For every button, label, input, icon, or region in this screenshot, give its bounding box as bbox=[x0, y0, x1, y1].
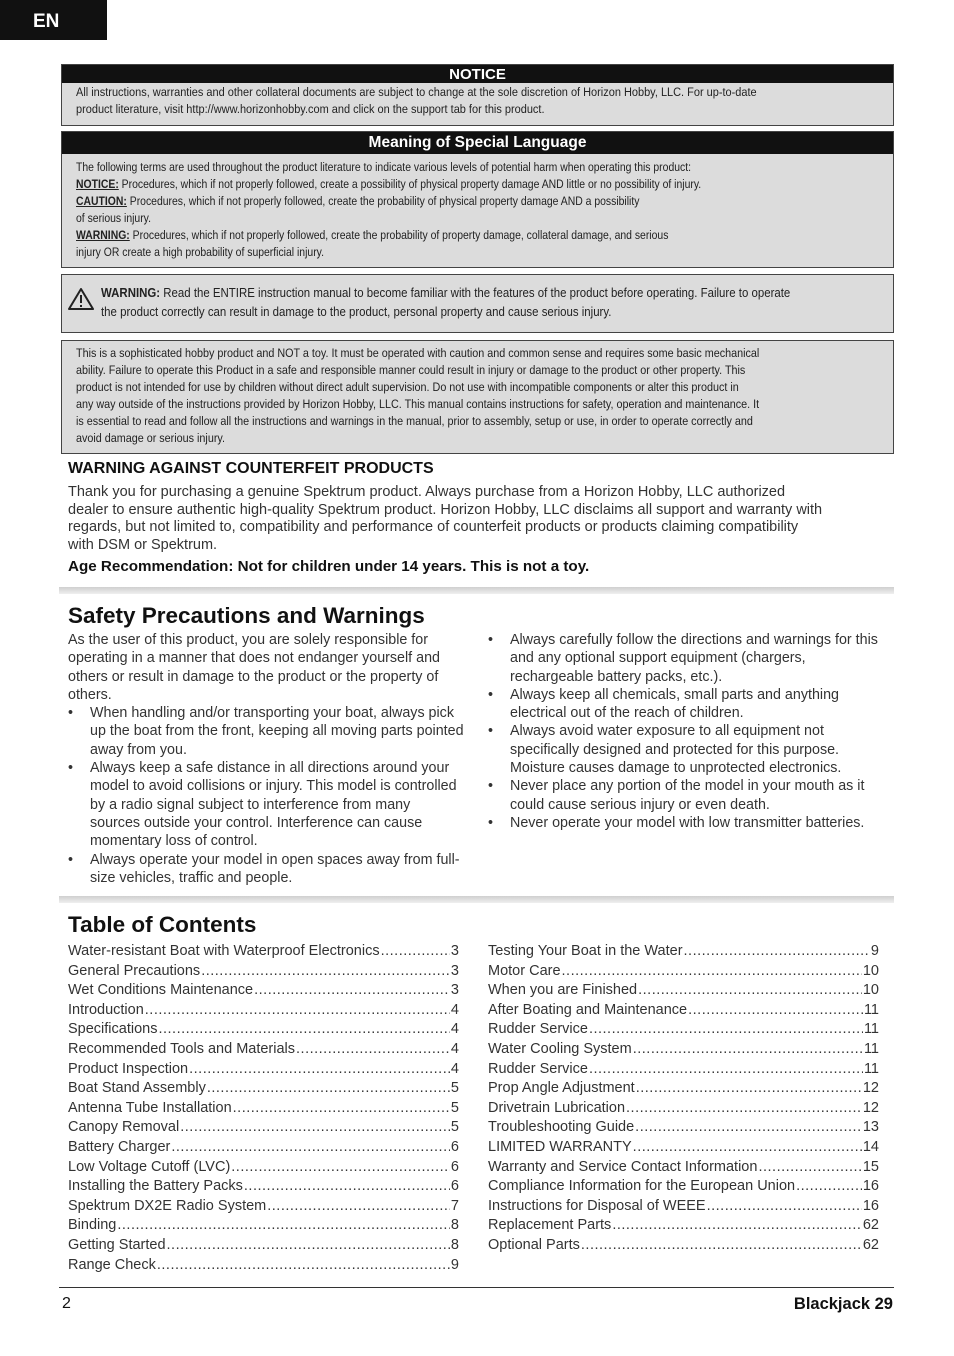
toc-right-column bbox=[488, 942, 879, 1256]
toc-entry-label: Canopy Removal bbox=[68, 1119, 180, 1136]
toc-entry-label: Replacement Parts bbox=[488, 1217, 612, 1234]
counterfeit-heading: WARNING AGAINST COUNTERFEIT PRODUCTS bbox=[68, 460, 434, 477]
toc-entry-page: 16 bbox=[862, 1197, 879, 1214]
toc-entry[interactable] bbox=[68, 1099, 459, 1119]
toc-leader-dots bbox=[254, 981, 450, 1001]
caution-term: CAUTION: bbox=[76, 194, 127, 208]
hobby-line: is essential to read and follow all the instructions and warnings in the manual, prior to assembly, setup or use, in order to operate correctly and bbox=[76, 414, 753, 428]
toc-entry-label: Specifications bbox=[68, 1021, 158, 1038]
toc-entry-page: 9 bbox=[450, 1256, 459, 1273]
toc-leader-dots bbox=[796, 1177, 862, 1197]
toc-entry-page: 11 bbox=[863, 1060, 879, 1077]
product-name: Blackjack 29 bbox=[793, 1295, 893, 1313]
special-language-title: Meaning of Special Language bbox=[62, 132, 893, 154]
toc-entry[interactable] bbox=[68, 1040, 459, 1060]
counterfeit-line: regards, but not limited to, compatibility and performance of counterfeit products or products claiming compatibility bbox=[68, 519, 799, 535]
toc-leader-dots bbox=[171, 1138, 450, 1158]
toc-leader-dots bbox=[233, 1099, 450, 1119]
warning-box bbox=[61, 274, 894, 333]
safety-title: Safety Precautions and Warnings bbox=[68, 603, 425, 628]
toc-entry[interactable] bbox=[488, 1001, 879, 1021]
toc-entry[interactable] bbox=[488, 1118, 879, 1138]
toc-leader-dots bbox=[684, 942, 870, 962]
toc-entry-label: Water-resistant Boat with Waterproof Electronics bbox=[68, 943, 380, 959]
caution-definition-cont: of serious injury. bbox=[76, 211, 152, 225]
toc-entry[interactable] bbox=[488, 1216, 879, 1236]
toc-entry-page: 8 bbox=[450, 1217, 459, 1234]
toc-entry-page: 4 bbox=[450, 1001, 459, 1018]
toc-entry[interactable] bbox=[68, 1158, 459, 1178]
toc-entry-label: Antenna Tube Installation bbox=[68, 1099, 232, 1116]
toc-entry-label: Troubleshooting Guide bbox=[488, 1119, 635, 1136]
section-divider bbox=[59, 896, 894, 903]
toc-leader-dots bbox=[638, 981, 862, 1001]
toc-entry[interactable] bbox=[488, 1099, 879, 1119]
toc-entry-label: After Boating and Maintenance bbox=[488, 1001, 688, 1018]
toc-entry-page: 3 bbox=[450, 962, 459, 979]
toc-entry[interactable] bbox=[488, 1020, 879, 1040]
toc-entry-page: 5 bbox=[450, 1080, 459, 1097]
toc-entry[interactable] bbox=[488, 1197, 879, 1217]
toc-entry-label: Wet Conditions Maintenance bbox=[68, 982, 254, 999]
toc-entry[interactable] bbox=[68, 1020, 459, 1040]
safety-left-column bbox=[68, 631, 464, 887]
toc-entry-page: 4 bbox=[450, 1040, 459, 1057]
safety-right-column bbox=[488, 631, 888, 832]
warning-box-text-1: Read the ENTIRE instruction manual to become familiar with the features of the product before operating. Failure to operate bbox=[160, 285, 791, 300]
toc-entry-label: Spektrum DX2E Radio System bbox=[68, 1197, 267, 1214]
warning-line-2: the product correctly can result in damage to the product, personal property and cause serious injury. bbox=[101, 304, 612, 319]
safety-bullet: • When handling and/or transporting your boat, always pick up the boat from the front, keeping all moving parts pointed away from you. bbox=[68, 704, 464, 759]
special-language-intro: The following terms are used throughout the product literature to indicate various levels of potential harm when operating this product: bbox=[76, 160, 692, 174]
toc-entry-label: Introduction bbox=[68, 1001, 144, 1018]
toc-entry[interactable] bbox=[68, 1060, 459, 1080]
page-number: 2 bbox=[62, 1295, 71, 1312]
toc-entry-page: 12 bbox=[862, 1099, 879, 1116]
toc-entry-label: Prop Angle Adjustment bbox=[488, 1080, 635, 1097]
toc-entry-label: Product Inspection bbox=[68, 1060, 189, 1077]
toc-leader-dots bbox=[201, 962, 450, 982]
toc-leader-dots bbox=[189, 1060, 450, 1080]
toc-leader-dots bbox=[688, 1001, 863, 1021]
safety-intro: As the user of this product, you are solely responsible for operating in a manner that does not endanger yourself and others or result in damage to the product or the property of others. bbox=[68, 632, 440, 703]
toc-leader-dots bbox=[589, 1020, 863, 1040]
toc-entry[interactable] bbox=[68, 1256, 459, 1276]
toc-entry-page: 13 bbox=[862, 1119, 879, 1136]
hobby-line: any way outside of the instructions provided by Horizon Hobby, LLC. This manual contains instructions for safety, operation and maintenance. It bbox=[76, 397, 760, 411]
toc-entry[interactable] bbox=[68, 1197, 459, 1217]
toc-entry-label: Rudder Service bbox=[488, 1021, 588, 1038]
toc-leader-dots bbox=[633, 1040, 863, 1060]
notice-definition-text: Procedures, which if not properly followed, create a possibility of physical property damage AND little or no possibility of injury. bbox=[118, 177, 702, 191]
toc-entry[interactable] bbox=[488, 1060, 879, 1080]
toc-leader-dots bbox=[267, 1197, 450, 1217]
notice-line-2: product literature, visit http://www.horizonhobby.com and click on the support tab for this product. bbox=[76, 102, 545, 116]
safety-bullet: • Always carefully follow the directions and warnings for this and any optional support equipment (chargers, rechargeable battery packs, etc.). bbox=[488, 631, 888, 686]
toc-entry-label: Rudder Service bbox=[488, 1060, 588, 1077]
toc-entry[interactable] bbox=[68, 1177, 459, 1197]
toc-entry-page: 11 bbox=[863, 1040, 879, 1057]
toc-entry-page: 9 bbox=[870, 943, 879, 959]
toc-entry-page: 62 bbox=[862, 1217, 879, 1234]
toc-entry-page: 4 bbox=[450, 1060, 459, 1077]
counterfeit-line: with DSM or Spektrum. bbox=[68, 536, 218, 553]
toc-entry-label: Binding bbox=[68, 1217, 117, 1234]
toc-entry-label: General Precautions bbox=[68, 962, 201, 979]
toc-entry[interactable] bbox=[488, 962, 879, 982]
safety-right-list bbox=[488, 631, 888, 832]
toc-entry-page: 6 bbox=[450, 1138, 459, 1155]
toc-entry-page: 6 bbox=[450, 1158, 459, 1175]
toc-leader-dots bbox=[589, 1060, 863, 1080]
warning-definition-text: Procedures, which if not properly followed, create the probability of property damage, collateral damage, and serious bbox=[129, 228, 669, 242]
toc-entry-label: Boat Stand Assembly bbox=[68, 1080, 206, 1097]
toc-leader-dots bbox=[167, 1236, 450, 1256]
language-tab: EN bbox=[0, 0, 107, 40]
toc-entry-page: 12 bbox=[862, 1080, 879, 1097]
toc-entry-page: 5 bbox=[450, 1119, 459, 1136]
toc-entry[interactable] bbox=[68, 981, 459, 1001]
counterfeit-line: Thank you for purchasing a genuine Spektrum product. Always purchase from a Horizon Hobby, LLC authorized bbox=[68, 484, 786, 500]
notice-title: NOTICE bbox=[62, 65, 893, 83]
safety-bullet: • Always operate your model in open spaces away from full-size vehicles, traffic and people. bbox=[68, 851, 464, 888]
safety-bullet: • Never place any portion of the model in your mouth as it could cause serious injury or even death. bbox=[488, 777, 888, 814]
toc-entry-label: When you are Finished bbox=[488, 982, 638, 999]
toc-entry-page: 7 bbox=[450, 1197, 459, 1214]
toc-leader-dots bbox=[296, 1040, 450, 1060]
toc-entry-page: 6 bbox=[450, 1178, 459, 1195]
hobby-line: avoid damage or serious injury. bbox=[76, 431, 226, 445]
toc-leader-dots bbox=[381, 942, 450, 962]
notice-box bbox=[61, 64, 894, 126]
toc-entry[interactable] bbox=[488, 942, 879, 962]
toc-entry-label: Recommended Tools and Materials bbox=[68, 1040, 296, 1057]
safety-bullet: • Never operate your model with low transmitter batteries. bbox=[488, 814, 888, 832]
toc-leader-dots bbox=[636, 1079, 862, 1099]
toc-entry[interactable] bbox=[488, 1158, 879, 1178]
toc-leader-dots bbox=[244, 1177, 450, 1197]
toc-leader-dots bbox=[626, 1099, 862, 1119]
notice-term: NOTICE: bbox=[76, 177, 119, 191]
toc-entry-label: Optional Parts bbox=[488, 1236, 580, 1253]
toc-entry-page: 10 bbox=[862, 982, 879, 999]
toc-entry-label: Testing Your Boat in the Water bbox=[488, 943, 683, 959]
toc-leader-dots bbox=[633, 1138, 862, 1158]
safety-left-list bbox=[68, 704, 464, 887]
toc-entry-page: 3 bbox=[450, 982, 459, 999]
footer-rule bbox=[59, 1287, 894, 1288]
toc-entry[interactable] bbox=[488, 1236, 879, 1256]
age-recommendation: Age Recommendation: Not for children under 14 years. This is not a toy. bbox=[68, 558, 590, 575]
special-language-box bbox=[61, 131, 894, 268]
toc-entry-page: 62 bbox=[862, 1236, 879, 1253]
warning-box-term: WARNING: bbox=[101, 285, 161, 300]
toc-leader-dots bbox=[581, 1236, 862, 1256]
toc-entry-page: 10 bbox=[862, 962, 879, 979]
warning-term: WARNING: bbox=[76, 228, 130, 242]
toc-entry-page: 11 bbox=[863, 1021, 879, 1038]
toc-entry-page: 15 bbox=[862, 1158, 879, 1175]
toc-leader-dots bbox=[707, 1197, 862, 1217]
toc-entry-page: 11 bbox=[863, 1001, 879, 1018]
toc-leader-dots bbox=[562, 962, 862, 982]
hobby-line: This is a sophisticated hobby product and NOT a toy. It must be operated with caution and common sense and requires some basic mechanical bbox=[76, 346, 760, 360]
toc-left-column bbox=[68, 942, 459, 1275]
toc-entry-label: Battery Charger bbox=[68, 1138, 171, 1155]
toc-entry[interactable] bbox=[488, 981, 879, 1001]
toc-leader-dots bbox=[157, 1256, 450, 1276]
toc-entry-label: Low Voltage Cutoff (LVC) bbox=[68, 1158, 231, 1175]
section-divider bbox=[59, 587, 894, 594]
toc-entry-label: Compliance Information for the European Union bbox=[488, 1178, 796, 1195]
toc-entry[interactable] bbox=[488, 1079, 879, 1099]
toc-entry-page: 14 bbox=[862, 1138, 879, 1155]
notice-definition bbox=[76, 176, 751, 193]
toc-entry-label: Installing the Battery Packs bbox=[68, 1178, 243, 1195]
safety-bullet: • Always avoid water exposure to all equipment not specifically designed and protected for this purpose. Moisture causes damage to unprotected electronics. bbox=[488, 722, 888, 777]
toc-entry-page: 4 bbox=[450, 1021, 459, 1038]
toc-entry[interactable] bbox=[488, 1040, 879, 1060]
toc-leader-dots bbox=[207, 1079, 450, 1099]
toc-entry[interactable] bbox=[488, 1177, 879, 1197]
toc-entry-label: Getting Started bbox=[68, 1236, 166, 1253]
toc-entry[interactable] bbox=[68, 1001, 459, 1021]
caution-definition-text: Procedures, which if not properly followed, create the probability of physical property damage AND a possibility bbox=[126, 194, 640, 208]
toc-leader-dots bbox=[612, 1216, 862, 1236]
toc-entry-label: Range Check bbox=[68, 1256, 156, 1273]
toc-leader-dots bbox=[180, 1118, 450, 1138]
toc-entry[interactable] bbox=[68, 942, 459, 962]
toc-entry-page: 3 bbox=[450, 943, 459, 959]
toc-leader-dots bbox=[231, 1158, 450, 1178]
warning-definition bbox=[76, 227, 751, 244]
toc-entry[interactable] bbox=[68, 1138, 459, 1158]
safety-bullet: • Always keep all chemicals, small parts and anything electrical out of the reach of children. bbox=[488, 686, 888, 723]
toc-entry[interactable] bbox=[68, 1079, 459, 1099]
toc-leader-dots bbox=[758, 1158, 861, 1178]
hobby-line: product is not intended for use by children without direct adult supervision. Do not use with incompatible components or alter this product in bbox=[76, 380, 739, 394]
hobby-product-box bbox=[61, 340, 894, 454]
notice-line-1: All instructions, warranties and other collateral documents are subject to change at the sole discretion of Horizon Hobby, LLC. For up-to-date bbox=[76, 85, 757, 99]
toc-entry-label: LIMITED WARRANTY bbox=[488, 1138, 632, 1155]
toc-entry[interactable] bbox=[68, 1236, 459, 1256]
toc-leader-dots bbox=[635, 1118, 862, 1138]
counterfeit-paragraph bbox=[68, 484, 888, 554]
toc-entry-label: Water Cooling System bbox=[488, 1040, 632, 1057]
toc-leader-dots bbox=[145, 1001, 450, 1021]
toc-entry[interactable] bbox=[68, 1216, 459, 1236]
safety-bullet: • Always keep a safe distance in all directions around your model to avoid collisions or injury. This model is controlled by a radio signal subject to interference from many sources outside your control. Interference can cause momentary loss of control. bbox=[68, 759, 464, 850]
toc-title: Table of Contents bbox=[68, 912, 257, 937]
toc-entry-page: 5 bbox=[450, 1099, 459, 1116]
hobby-line: ability. Failure to operate this Product in a safe and responsible manner could result in injury or damage to the product or other property. This bbox=[76, 363, 746, 377]
toc-entry[interactable] bbox=[488, 1138, 879, 1158]
toc-entry-label: Drivetrain Lubrication bbox=[488, 1099, 626, 1116]
toc-leader-dots bbox=[158, 1020, 449, 1040]
toc-entry-page: 16 bbox=[862, 1178, 879, 1195]
caution-definition bbox=[76, 193, 751, 210]
warning-triangle-icon bbox=[68, 287, 94, 311]
warning-definition-cont: injury OR create a high probability of superficial injury. bbox=[76, 245, 324, 259]
toc-entry-label: Motor Care bbox=[488, 962, 561, 979]
toc-entry[interactable] bbox=[68, 962, 459, 982]
toc-entry-page: 8 bbox=[450, 1236, 459, 1253]
toc-leader-dots bbox=[117, 1216, 450, 1236]
toc-entry-label: Warranty and Service Contact Information bbox=[488, 1158, 758, 1175]
warning-line-1 bbox=[101, 283, 791, 302]
toc-entry-label: Instructions for Disposal of WEEE bbox=[488, 1197, 706, 1214]
toc-entry[interactable] bbox=[68, 1118, 459, 1138]
counterfeit-line: dealer to ensure authentic high-quality Spektrum product. Horizon Hobby, LLC disclaims all support and warranty with bbox=[68, 501, 823, 518]
